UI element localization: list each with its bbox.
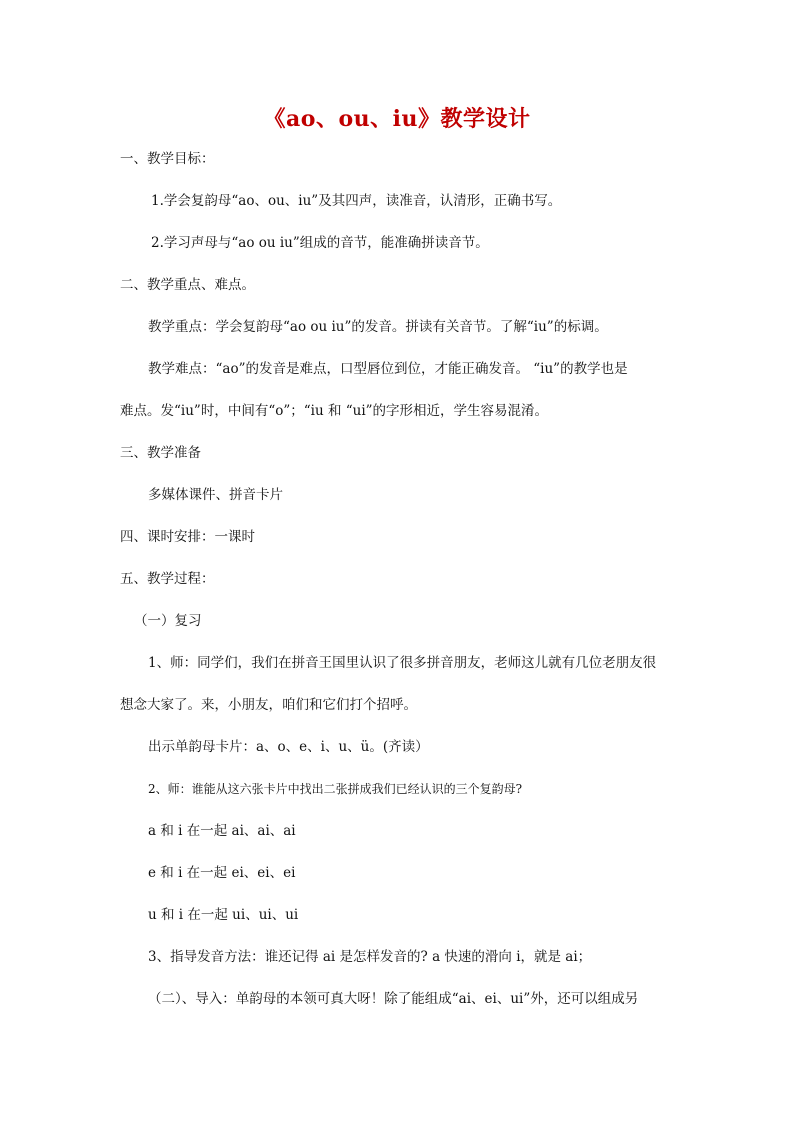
section1-heading: 一、教学目标： [120, 151, 215, 167]
step1-line-1: 1、师：同学们，我们在拼音王国里认识了很多拼音朋友，老师这儿就有几位老朋友很 [148, 655, 657, 671]
step2-line: 2、师：谁能从这六张卡片中找出二张拼成我们已经认识的三个复韵母? [148, 782, 523, 796]
pair-ai: a 和 i 在一起 ai、ai、ai [148, 823, 296, 839]
intro-line: （二）、导入：单韵母的本领可真大呀！除了能组成“ai、ei、ui”外，还可以组成另 [148, 991, 639, 1007]
preparation-content: 多媒体课件、拼音卡片 [148, 487, 283, 503]
section3-heading: 三、教学准备 [120, 445, 201, 461]
objective-item-1: 1.学会复韵母“ao、ou、iu”及其四声，读准音，认清形，正确书写。 [151, 193, 562, 209]
section2-heading: 二、教学重点、难点。 [120, 277, 255, 293]
cards-line: 出示单韵母卡片：a、o、e、i、u、ü。(齐读） [148, 739, 429, 755]
difficulty-line-1: 教学难点：“ao”的发音是难点，口型唇位到位，才能正确发音。 “iu”的教学也是 [148, 361, 628, 377]
key-point: 教学重点：学会复韵母“ao ou iu”的发音。拼读有关音节。了解“iu”的标调。 [148, 319, 608, 335]
objective-item-2: 2.学习声母与“ao ou iu”组成的音节，能准确拼读音节。 [151, 235, 489, 251]
section4-heading: 四、课时安排：一课时 [120, 529, 255, 545]
step3-line: 3、指导发音方法：谁还记得 ai 是怎样发音的? a 快速的滑向 i，就是 ai； [148, 949, 592, 965]
review-subheading: （一）复习 [134, 613, 202, 629]
pair-ui: u 和 i 在一起 ui、ui、ui [148, 907, 299, 923]
section5-heading: 五、教学过程： [120, 571, 215, 587]
step1-line-2: 想念大家了。来，小朋友，咱们和它们打个招呼。 [120, 697, 417, 713]
document-title: 《ao、ou、iu》教学设计 [263, 106, 531, 132]
difficulty-line-2: 难点。发“iu”时，中间有“o”；“iu 和 “ui”的字形相近，学生容易混淆。 [120, 403, 549, 419]
pair-ei: e 和 i 在一起 ei、ei、ei [148, 865, 296, 881]
